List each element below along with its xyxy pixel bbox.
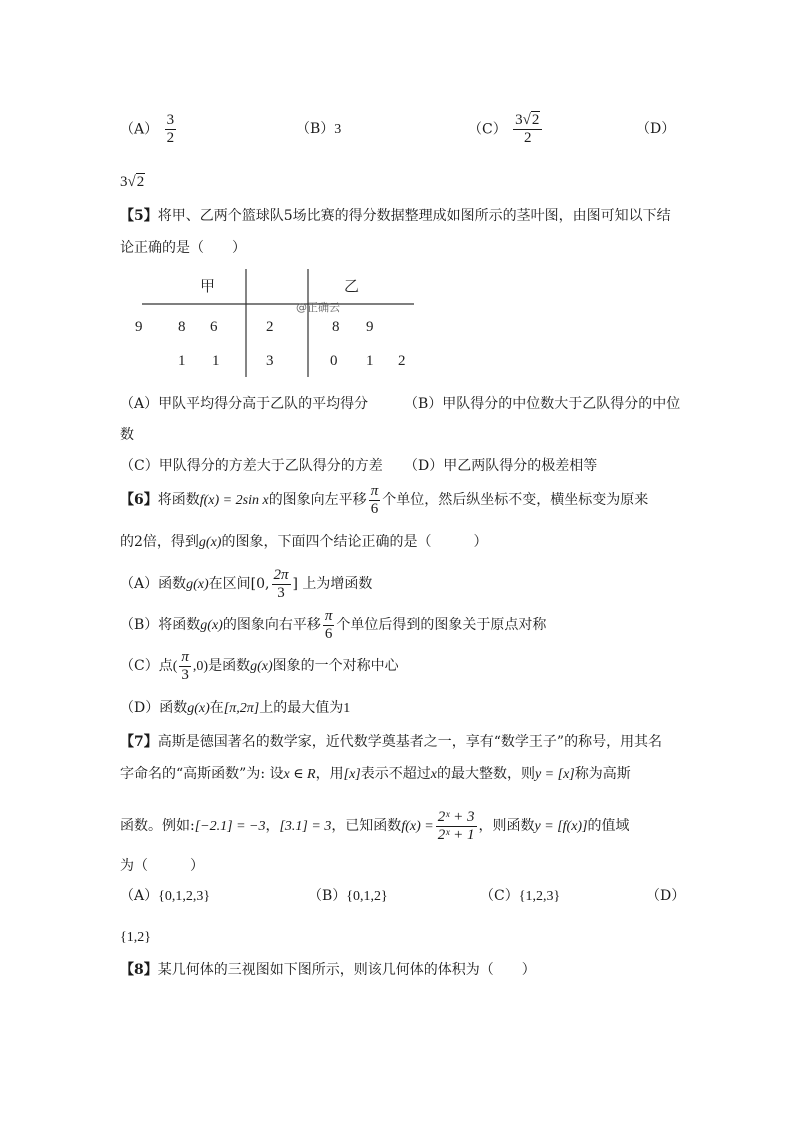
leaf-left: 1 [178, 353, 186, 369]
stem-value: 3 [266, 353, 274, 369]
watermark: @正确云 [296, 301, 340, 314]
q7-option-a: （A）{0,1,2,3} [120, 888, 211, 904]
leaf-right: 9 [366, 319, 374, 335]
fraction: $\frac{\pi}{6}$ [324, 607, 333, 642]
q8-line1: 【8】某几何体的三视图如下图所示，则该几何体的体积为（ ） [120, 962, 536, 978]
leaf-left: 9 [135, 319, 143, 335]
q7-line2: 字命名的“高斯函数”为: 设x ∈ R，用[x]表示不超过x的最大整数，则y = [x]称为高斯 [120, 766, 631, 782]
q7-option-d-value: {1,2} [120, 930, 151, 945]
leaf-right: 8 [332, 319, 340, 335]
q6-option-a: （A）函数g(x)在区间[0, $\frac{2\pi}{3}$ ] 上为增函数 [120, 566, 373, 601]
fraction: $\frac{\pi}{6}$ [370, 482, 379, 517]
stem-value: 2 [266, 319, 274, 335]
q7-option-b: （B）{0,1,2} [308, 888, 388, 904]
q5-option-a: （A）甲队平均得分高于乙队的平均得分 [120, 396, 369, 412]
q6-option-d: （D）函数g(x)在[π,2π]上的最大值为1 [120, 700, 351, 716]
q4-option-c: （C） $\frac{3√2}{2}$ [468, 112, 544, 147]
q5-option-b: （B）甲队得分的中位数大于乙队得分的中位 [404, 396, 681, 412]
q6-line2: 的2倍，得到g(x)的图象，下面四个结论正确的是（ ） [120, 534, 488, 550]
leaf-right: 0 [330, 353, 338, 369]
q4-option-d-value: 3√2 [120, 174, 145, 190]
q7-line1: 【7】高斯是德国著名的数学家，近代数学奠基者之一，享有“数学王子”的称号，用其名 [120, 734, 663, 750]
q6-option-c: （C）点( $\frac{\pi}{3}$ ,0)是函数g(x)图象的一个对称中心 [120, 648, 399, 683]
fraction: $\frac{3√2}{2}$ [513, 112, 542, 147]
leaf-left: 8 [178, 319, 186, 335]
q4-option-a: （A） $\frac{3}{2}$ [120, 112, 175, 146]
stem-leaf-plot [120, 265, 416, 381]
leaf-left: 1 [212, 353, 220, 369]
q6-line1: 【6】将函数f(x) = 2sin x的图象向左平移 $\frac{\pi}{6}$ 个单位，然后纵坐标不变，横坐标变为原来 [120, 482, 649, 517]
fraction: $\frac{2\pi}{3}$ [273, 566, 289, 601]
q7-line4: 为（ ） [120, 858, 204, 874]
fraction: $\frac{\text{2ˣ + 3}}{\text{2ˣ + 1}}$ [437, 808, 475, 843]
q5-option-c: （C）甲队得分的方差大于乙队得分的方差 [120, 458, 383, 474]
q5-line1: 【5】将甲、乙两个篮球队5场比赛的得分数据整理成如图所示的茎叶图，由图可知以下结 [120, 208, 671, 224]
q7-option-c: （C）{1,2,3} [480, 888, 561, 904]
q5-option-b-cont: 数 [120, 427, 134, 443]
leaf-right: 2 [398, 353, 406, 369]
q7-line3: 函数。例如:[−2.1] = −3，[3.1] = 3，已知函数f(x) = $\frac{\text{2ˣ + 3}}{\text{2ˣ + 1}}$ ，则函数y = [f(x)]的值域 [120, 808, 630, 843]
q4-option-d-label: （D） [636, 121, 676, 137]
q5-line2: 论正确的是（ ） [120, 240, 246, 256]
fraction: $\frac{\pi}{3}$ [181, 648, 189, 683]
header-yi: 乙 [344, 279, 360, 295]
q4-option-b: （B）3 [296, 121, 342, 137]
header-jia: 甲 [200, 279, 216, 295]
leaf-left: 6 [210, 319, 218, 335]
fraction: $\frac{3}{2}$ [166, 112, 175, 146]
q7-option-d-label: （D） [646, 888, 686, 904]
leaf-right: 1 [366, 353, 374, 369]
q5-option-d: （D）甲乙两队得分的极差相等 [404, 458, 598, 474]
q6-option-b: （B）将函数g(x)的图象向右平移 $\frac{\pi}{6}$ 个单位后得到的图象关于原点对称 [120, 607, 547, 642]
